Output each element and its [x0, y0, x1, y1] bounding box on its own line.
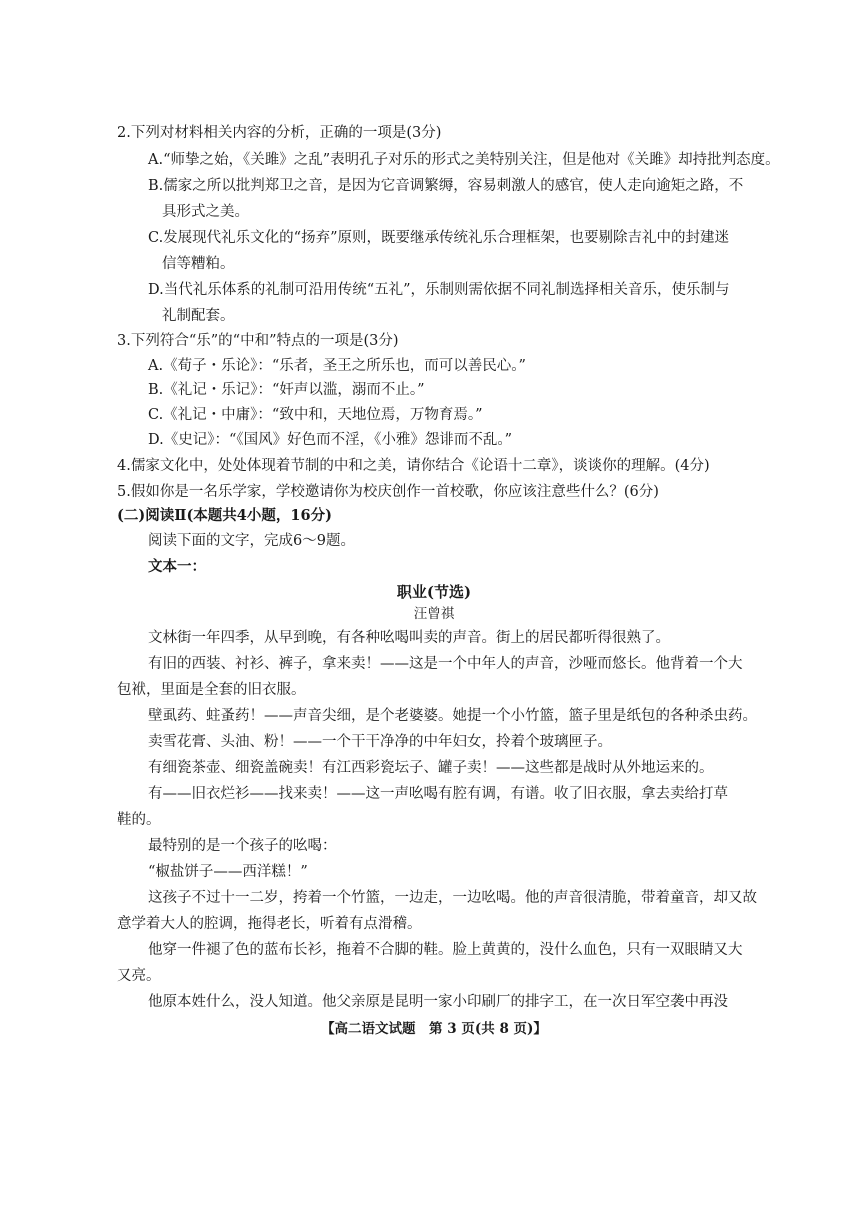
- page-footer: 【高二语文试题 第 3 页(共 8 页)】: [321, 1021, 547, 1037]
- article-paragraph: 有——旧衣烂衫——找来卖！——这一声吆喝有腔有调，有谱。收了旧衣服，拿去卖给打草: [148, 786, 728, 802]
- article-paragraph: 包袱，里面是全套的旧衣服。: [117, 682, 306, 698]
- section2-heading: (二)阅读Ⅱ(本题共4小题，16分): [117, 507, 332, 524]
- article-paragraph: 有细瓷茶壶、细瓷盖碗卖！有江西彩瓷坛子、罐子卖！——这些都是战时从外地运来的。: [148, 760, 714, 776]
- q2-option-c-line1: C.发展现代礼乐文化的“扬弃”原则，既要继承传统礼乐合理框架，也要剔除吉礼中的封建迷: [148, 230, 730, 246]
- q3-stem: 3.下列符合“乐”的“中和”特点的一项是(3分): [117, 333, 399, 349]
- article-title: 职业(节选): [396, 583, 472, 601]
- article-paragraph: 他原本姓什么，没人知道。他父亲原是昆明一家小印刷厂的排字工，在一次日军空袭中再没: [148, 994, 728, 1010]
- q2-stem: 2.下列对材料相关内容的分析，正确的一项是(3分): [117, 125, 442, 141]
- article-paragraph: 文林街一年四季，从早到晚，有各种吆喝叫卖的声音。街上的居民都听得很熟了。: [148, 630, 670, 646]
- article-paragraph: “椒盐饼子——西洋糕！”: [148, 864, 308, 880]
- article-paragraph: 有旧的西装、衬衫、裤子，拿来卖！——这是一个中年人的声音，沙哑而悠长。他背着一个大: [148, 656, 743, 672]
- q2-option-c-line2: 信等糟粕。: [162, 256, 235, 272]
- q3-option-d: D.《史记》：“《国风》好色而不淫，《小雅》怨诽而不乱。”: [148, 432, 513, 448]
- article-paragraph: 又亮。: [117, 968, 161, 984]
- q3-option-a: A.《荀子・乐论》：“乐者，圣王之所乐也，而可以善民心。”: [148, 358, 526, 374]
- article-paragraph: 壁虱药、蛀蚤药！——声音尖细，是个老婆婆。她提一个小竹篮，篮子里是纸包的各种杀虫药。: [148, 708, 757, 724]
- q2-option-d-line2: 礼制配套。: [162, 308, 235, 324]
- q2-option-d-line1: D.当代礼乐体系的礼制可沿用传统“五礼”，乐制则需依据不同礼制选择相关音乐，使乐制与: [148, 282, 730, 298]
- text-label: 文本一：: [148, 558, 206, 575]
- article-paragraph: 这孩子不过十一二岁，挎着一个竹篮，一边走，一边吆喝。他的声音很清脆，带着童音，却又故: [148, 890, 757, 906]
- q3-option-b: B.《礼记・乐记》：“奸声以滥，溺而不止。”: [148, 382, 425, 398]
- article-paragraph: 最特别的是一个孩子的吆喝：: [148, 838, 337, 854]
- q5: 5.假如你是一名乐学家，学校邀请你为校庆创作一首校歌，你应该注意些什么？(6分): [117, 484, 659, 500]
- article-paragraph: 他穿一件褪了色的蓝布长衫，拖着不合脚的鞋。脸上黄黄的，没什么血色，只有一双眼睛又大: [148, 942, 743, 958]
- article-paragraph: 鞋的。: [117, 812, 161, 828]
- q3-option-c: C.《礼记・中庸》：“致中和，天地位焉，万物育焉。”: [148, 407, 483, 423]
- q4: 4.儒家文化中，处处体现着节制的中和之美，请你结合《论语十二章》，谈谈你的理解。(4分): [117, 458, 710, 474]
- section2-instruction: 阅读下面的文字，完成6～9题。: [148, 533, 355, 549]
- q2-option-b-line1: B.儒家之所以批判郑卫之音，是因为它音调繁缛，容易刺激人的感官，使人走向逾矩之路，不: [148, 178, 744, 194]
- q2-option-b-line2: 具形式之美。: [162, 204, 249, 220]
- article-author: 汪曾祺: [413, 606, 455, 622]
- article-paragraph: 意学着大人的腔调，拖得老长，听着有点滑稽。: [117, 916, 422, 932]
- article-paragraph: 卖雪花膏、头油、粉！——一个干干净净的中年妇女，拎着个玻璃匣子。: [148, 734, 612, 750]
- q2-option-a: A.“师挚之始，《关雎》之乱”表明孔子对乐的形式之美特别关注，但是他对《关雎》却持批判态度。: [148, 152, 780, 168]
